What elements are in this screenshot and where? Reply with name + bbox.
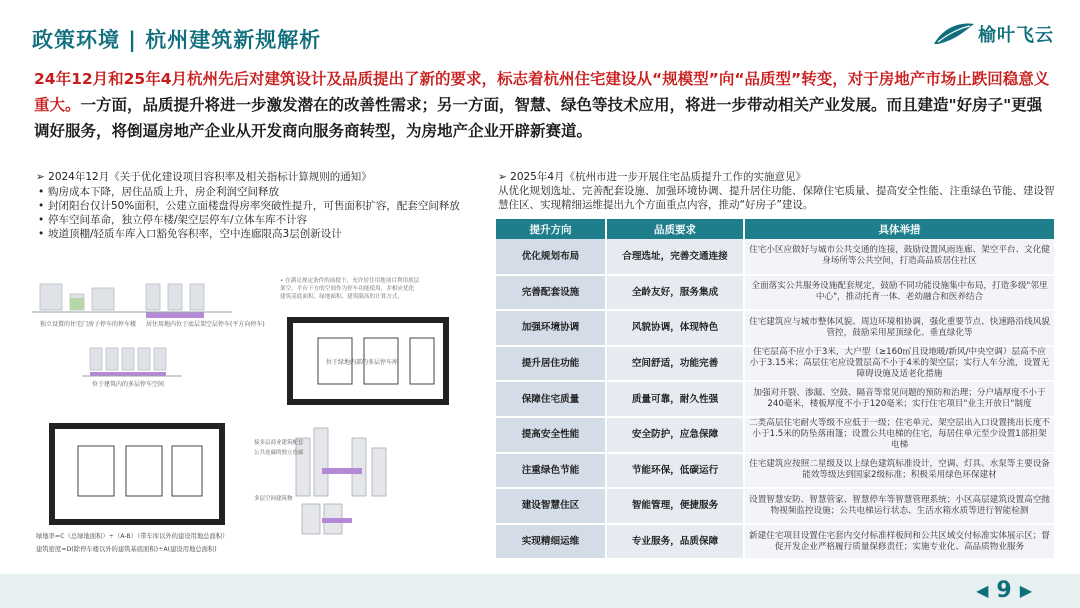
- requirement-cell: 专业服务，品质保障: [606, 524, 744, 560]
- diagram-note-line: 架空、平台下方的空间作为停车功能使用，并相应优化: [280, 286, 415, 292]
- direction-cell: 保障住宅质量: [496, 381, 606, 417]
- direction-cell: 完善配套设施: [496, 275, 606, 311]
- quality-measures-table: [496, 219, 1056, 560]
- prev-page-icon[interactable]: ◀: [976, 581, 989, 600]
- next-page-icon[interactable]: ▶: [1019, 581, 1032, 600]
- policy-2024-heading: ➢ 2024年12月《关于优化建设项目容积率及相关指标计算规则的通知》: [36, 171, 372, 183]
- direction-cell: 加强环境协调: [496, 310, 606, 346]
- measures-cell: 设置智慧安防、智慧管家、智慧停车等智慧管理系统；小区高层建筑设置高空抛物视频监控设施；公共电梯运行状态、生活水箱水质等进行智能检测: [744, 488, 1055, 524]
- requirement-cell: 空间舒适，功能完善: [606, 346, 744, 382]
- measures-cell: 住宅层高不应小于3米，大户型（≥160㎡且设地暖/新风/中央空调）层高不应小于3.15米；高层住宅应设置层高不小于4米的架空层；实行人车分流，设置无障碍设施及适老化措施: [744, 346, 1055, 382]
- direction-cell: 实现精细运维: [496, 524, 606, 560]
- intro-paragraph: [34, 66, 1050, 144]
- requirement-cell: 全龄友好，服务集成: [606, 275, 744, 311]
- column-header: 品质要求: [606, 219, 744, 239]
- table-row: [496, 453, 1055, 489]
- table-row: [496, 381, 1055, 417]
- measures-cell: 新建住宅项目设置住宅套内交付标准样板间和公共区域交付标准实体展示区；督促开发企业严格履行质量保修责任；实施专业化、高品质物业服务: [744, 524, 1055, 560]
- diagram-note-line: 建筑基底面积、绿地面积、建筑限高的计算方式。: [280, 294, 404, 300]
- parking-diagram: [22, 268, 484, 560]
- diagram-label: 居住用地内位于底层架空层停车(平方向停车): [146, 321, 265, 328]
- column-header: 具体举措: [744, 219, 1055, 239]
- slide-footer: [0, 574, 1080, 608]
- brand-logo: [932, 20, 1054, 48]
- table-row: [496, 239, 1055, 275]
- measures-cell: 住宅建筑应与城市整体风貌、周边环境相协调，强化重要节点、快速路沿线风貌管控，鼓励采用屋顶绿化、垂直绿化等: [744, 310, 1055, 346]
- measures-cell: 全面落实公共服务设施配套规定，鼓励不同功能设施集中布局，打造多级"邻里中心"，推动托育一体、老幼融合和医养结合: [744, 275, 1055, 311]
- list-item: • 封闭阳台仅计50%面积，公建立面楼盘得房率突破性提升，可售面积扩容，配套空间释放: [36, 199, 466, 213]
- policy-2025-heading: ➢ 2025年4月《杭州市进一步开展住宅品质提升工作的实施意见》: [498, 171, 807, 183]
- slide-header: [0, 0, 1080, 62]
- diagram-label: 多层空间建筑物: [254, 496, 293, 502]
- requirement-cell: 智能管理，便捷服务: [606, 488, 744, 524]
- table-row: [496, 417, 1055, 453]
- slide-title: 政策环境 | 杭州建筑新规解析: [32, 28, 322, 52]
- page-number: 9: [996, 578, 1012, 603]
- diagram-label: 位于绿地内部的多层停车库: [326, 359, 399, 366]
- policy-2024-notes: [36, 170, 466, 241]
- requirement-cell: 合理选址，完善交通连接: [606, 239, 744, 275]
- list-item: • 坡道顶棚/轻质车库入口豁免容积率，空中连廊限高3层创新设计: [36, 227, 466, 241]
- column-header: 提升方向: [496, 219, 606, 239]
- density-formula: 建筑密度=D(除停车楼以外的建筑基底面积)÷A(建设用地总面积): [36, 546, 217, 553]
- direction-cell: 提高安全性能: [496, 417, 606, 453]
- diagram-note: • 在满足规定条件的前提下，允许居住用地项目利用底层: [280, 278, 420, 284]
- diagram-label: 独立设置的住宅门房子停车的停车楼: [40, 321, 137, 328]
- logo-text: 榆叶飞云: [978, 25, 1054, 46]
- direction-cell: 注重绿色节能: [496, 453, 606, 489]
- policy-2025-notes: [498, 170, 1058, 212]
- greening-formula: 绿地率=C（总绿地面积）÷（A-B）（带车库以外的建设用地总面积）: [36, 533, 229, 540]
- diagram-label: 位于建筑内的多层停车空间: [92, 381, 165, 388]
- diagram-label: 接多层商业建筑配套: [254, 440, 304, 446]
- parking-diagram-svg: [22, 268, 484, 560]
- requirement-cell: 安全防护，应急保障: [606, 417, 744, 453]
- measures-cell: 住宅小区应做好与城市公共交通的连接，鼓励设置风雨连廊、架空平台、文化健身场所等公共空间，打造高品质居住社区: [744, 239, 1055, 275]
- table-row: [496, 275, 1055, 311]
- measures-cell: 二类高层住宅耐火等级不应低于一级；住宅单元、架空层出入口设置挑出长度不小于1.5米的防坠落雨篷；设置公共电梯的住宅，每居住单元至少设置1部担架电梯: [744, 417, 1055, 453]
- direction-cell: 优化规划布局: [496, 239, 606, 275]
- intro-body: 一方面，品质提升将进一步激发潜在的改善性需求；另一方面，智慧、绿色等技术应用，将进一步带动相关产业发展。而且建造"好房子"更强调好服务，将倒逼房地产企业从开发商向服务商转型，为房地产企业开辟新赛道。: [34, 96, 1043, 140]
- requirement-cell: 节能环保，低碳运行: [606, 453, 744, 489]
- intro-highlight: 24年12月和25年4月杭州先后对建筑设计及品质提出了新的要求，标志着杭州住宅建设从“规模型”向“品质型”转变，对于房地产市场止跌回稳意义重大。: [34, 70, 1050, 114]
- table-row: [496, 346, 1055, 382]
- list-item: • 购房成本下降，居住品质上升，房企利润空间释放: [36, 185, 466, 199]
- policy-2025-body: 从优化规划选址、完善配套设施、加强环境协调、提升居住功能、保障住宅质量、提高安全性能、注重绿色节能、建设智慧住区、实现精细运维提出九个方面重点内容，推动“好房子”建设。: [498, 185, 1055, 211]
- measures-cell: 加强对开裂、渗漏、空鼓、隔音等常见问题的预防和治理；分户墙厚度不小于240毫米，楼板厚度不小于120毫米；实行住宅项目"业主开放日"制度: [744, 381, 1055, 417]
- leaf-logo-icon: [932, 20, 976, 48]
- measures-cell: 住宅建筑应按照二星级及以上绿色建筑标准设计，空调、灯具、水泵等主要设备能效等级达到国家2级标准；积极采用绿色环保建材: [744, 453, 1055, 489]
- table-row: [496, 524, 1055, 560]
- table-row: [496, 310, 1055, 346]
- direction-cell: 提升居住功能: [496, 346, 606, 382]
- page-navigation: [976, 578, 1032, 603]
- direction-cell: 建设智慧住区: [496, 488, 606, 524]
- table-header-row: [496, 219, 1055, 239]
- table-row: [496, 488, 1055, 524]
- diagram-label: 公共连廊的独立连廊: [254, 450, 304, 456]
- requirement-cell: 质量可靠，耐久性强: [606, 381, 744, 417]
- requirement-cell: 风貌协调，体现特色: [606, 310, 744, 346]
- policy-2024-list: [36, 185, 466, 241]
- list-item: • 停车空间革命，独立停车楼/架空层停车/立体车库不计容: [36, 213, 466, 227]
